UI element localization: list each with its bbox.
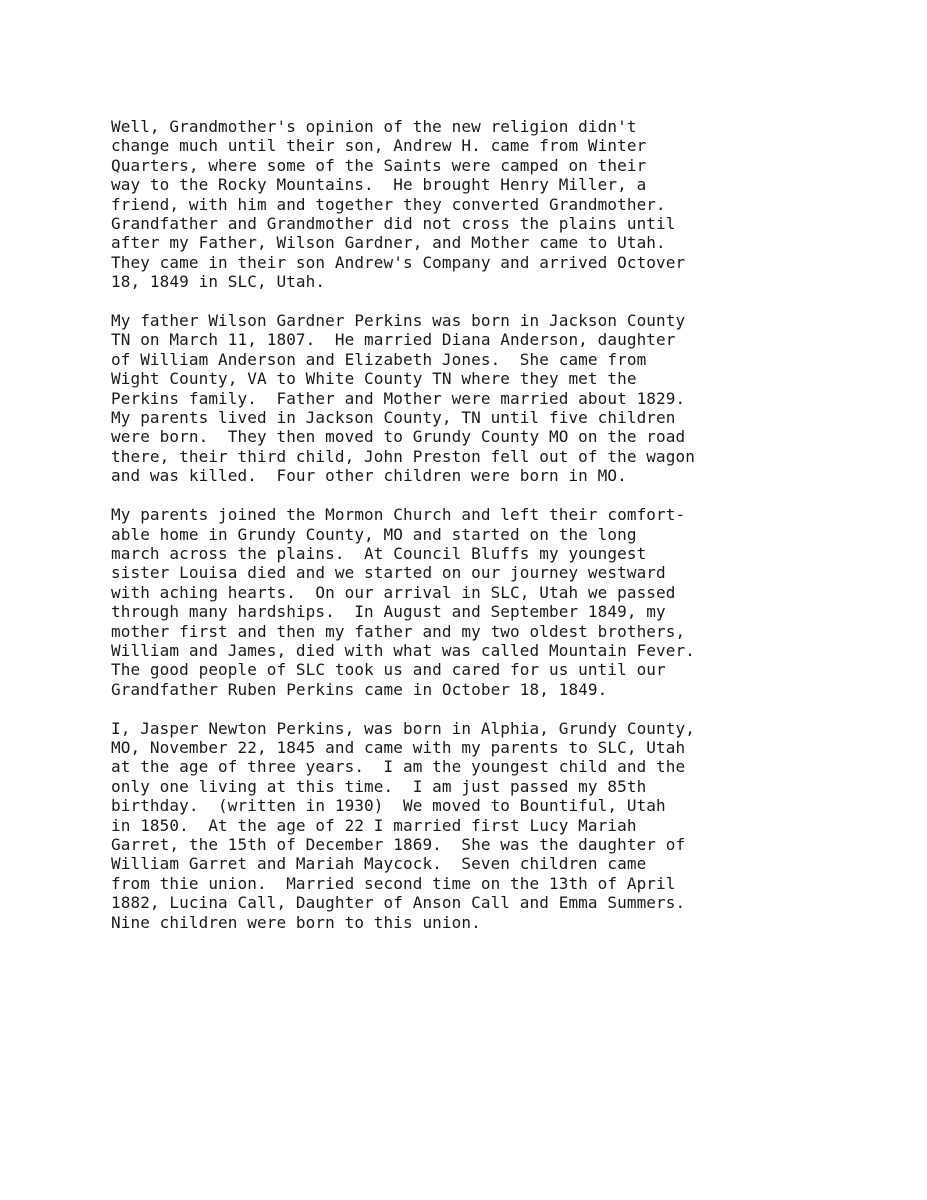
document-body [111, 117, 821, 951]
text-line: sister Louisa died and we started on our journey westward [111, 563, 666, 583]
text-line: Well, Grandmother's opinion of the new religion didn't [111, 117, 637, 136]
text-line: My parents lived in Jackson County, TN until five children [111, 408, 676, 428]
text-line: Quarters, where some of the Saints were camped on their [111, 155, 647, 175]
text-line: MO, November 22, 1845 and came with my parents to SLC, Utah [111, 737, 686, 757]
text-line: They came in their son Andrew's Company and arrived Octover [111, 252, 686, 272]
text-line: My father Wilson Gardner Perkins was born in Jackson County [111, 311, 686, 331]
text-line: friend, with him and together they converted Grandmother. [111, 194, 666, 214]
text-line: at the age of three years. I am the youngest child and the [111, 757, 686, 777]
text-line: William and James, died with what was called Mountain Fever. [111, 640, 695, 660]
paragraph-father [111, 311, 821, 486]
text-line: and was killed. Four other children were born in MO. [111, 466, 627, 486]
text-line: able home in Grundy County, MO and started on the long [111, 524, 637, 544]
text-line: of William Anderson and Elizabeth Jones. She came from [111, 349, 647, 369]
text-line: in 1850. At the age of 22 I married first Lucy Mariah [111, 815, 637, 835]
text-line: march across the plains. At Council Bluffs my youngest [111, 543, 647, 563]
text-line: Wight County, VA to White County TN where they met the [111, 369, 637, 389]
text-line: Garret, the 15th of December 1869. She was the daughter of [111, 834, 686, 854]
text-line: 1882, Lucina Call, Daughter of Anson Call and Emma Summers. [111, 893, 686, 913]
text-line: through many hardships. In August and September 1849, my [111, 602, 666, 622]
text-line: way to the Rocky Mountains. He brought Henry Miller, a [111, 175, 647, 195]
text-line: change much until their son, Andrew H. came from Winter [111, 136, 647, 156]
text-line: after my Father, Wilson Gardner, and Mother came to Utah. [111, 233, 666, 253]
text-line: TN on March 11, 1807. He married Diana Anderson, daughter [111, 330, 676, 350]
text-line: Grandfather and Grandmother did not cross the plains until [111, 214, 676, 234]
text-line: The good people of SLC took us and cared for us until our [111, 660, 666, 680]
text-line: from thie union. Married second time on the 13th of April [111, 873, 676, 893]
text-line: William Garret and Mariah Maycock. Seven children came [111, 854, 647, 874]
text-line: Nine children were born to this union. [111, 912, 481, 932]
paragraph-grandmother [111, 117, 821, 292]
text-line: Perkins family. Father and Mother were married about 1829. [111, 388, 686, 408]
paragraph-journey [111, 505, 821, 699]
text-line: with aching hearts. On our arrival in SLC, Utah we passed [111, 582, 676, 602]
text-line: were born. They then moved to Grundy County MO on the road [111, 427, 686, 447]
text-line: mother first and then my father and my two oldest brothers, [111, 621, 686, 641]
text-line: only one living at this time. I am just passed my 85th [111, 776, 647, 796]
text-line: there, their third child, John Preston fell out of the wagon [111, 446, 695, 466]
text-line: Grandfather Ruben Perkins came in October 18, 1849. [111, 679, 608, 699]
text-line: birthday. (written in 1930) We moved to Bountiful, Utah [111, 796, 666, 816]
paragraph-jasper [111, 719, 821, 932]
text-line: I, Jasper Newton Perkins, was born in Alphia, Grundy County, [111, 718, 695, 738]
text-line: My parents joined the Mormon Church and left their comfort- [111, 505, 686, 525]
text-line: 18, 1849 in SLC, Utah. [111, 272, 326, 292]
